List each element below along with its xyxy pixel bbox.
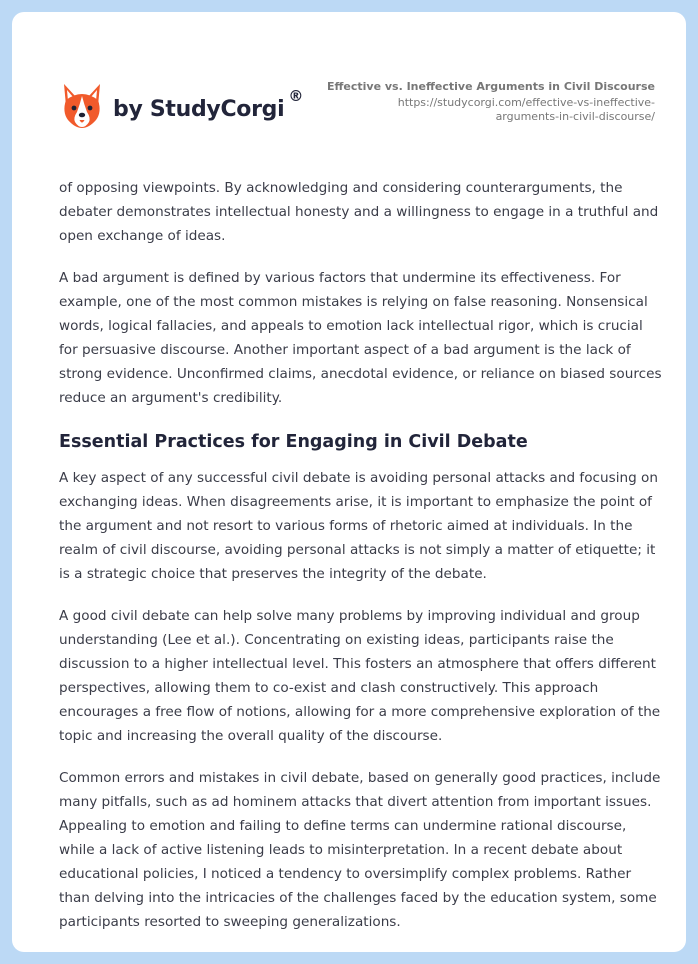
studycorgi-logo[interactable]	[60, 76, 303, 136]
paragraph-2: A bad argument is defined by various factors that undermine its effectiveness. For example, one of the most common mistakes is relying on false reasoning. Nonsensical words, logical fallacies, and appeals to emotion lack intellectual rigor, which is crucial for persuasive discourse. Another important aspect of a bad argument is the lack of strong evidence. Unconfirmed claims, anecdotal evidence, or reliance on biased sources reduce an argument's credibility.	[59, 270, 662, 406]
document-page	[12, 12, 686, 952]
paragraph-1: of opposing viewpoints. By acknowledging and considering counterarguments, the debater demonstrates intellectual honesty and a willingness to engage in a truthful and open exchange of ideas.	[59, 180, 659, 244]
paragraph-3: A key aspect of any successful civil debate is avoiding personal attacks and focusing on exchanging ideas. When disagreements arise, it is important to emphasize the point of the argument and not resort to various forms of rhetoric aimed at individuals. In the realm of civil discourse, avoiding personal attacks is not simply a matter of etiquette; it is a strategic choice that preserves the integrity of the debate.	[59, 470, 658, 582]
document-body	[59, 176, 663, 952]
document-url[interactable]: https://studycorgi.com/effective-vs-ineffective-arguments-in-civil-discourse/	[397, 96, 655, 123]
paragraph-4: A good civil debate can help solve many problems by improving individual and group understanding (Lee et al.). Concentrating on existing ideas, participants raise the discussion to a higher intellectual level. This fosters an atmosphere that offers different perspectives, allowing them to co-exist and clash constructively. This approach encourages a free flow of notions, allowing for a more comprehensive exploration of the topic and increasing the overall quality of the discourse.	[59, 608, 661, 744]
corgi-head-icon	[60, 82, 104, 130]
paragraph-5: Common errors and mistakes in civil debate, based on generally good practices, include many pitfalls, such as ad hominem attacks that divert attention from important issues. Appealing to emotion and failing to define terms can undermine rational discourse, while a lack of active listening leads to misinterpretation. In a recent debate about educational policies, I noticed a tendency to oversimplify complex problems. Rather than delving into the intricacies of the challenges faced by the education system, some participants resorted to sweeping generalizations.	[59, 770, 661, 930]
document-title: Effective vs. Ineffective Arguments in Civil Discourse	[326, 80, 655, 93]
logo-text: by StudyCorgi	[113, 96, 285, 122]
section-heading: Essential Practices for Engaging in Civil Debate	[59, 432, 528, 452]
document-meta	[295, 80, 655, 124]
registered-mark: ®	[288, 87, 304, 105]
